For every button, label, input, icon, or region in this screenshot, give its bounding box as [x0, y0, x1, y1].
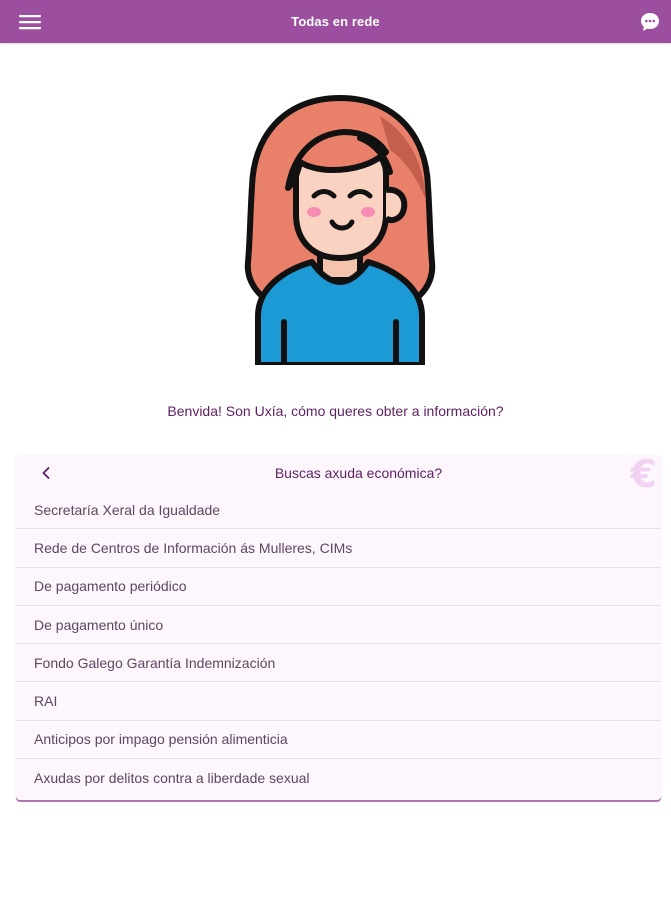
app-title: Todas en rede	[291, 14, 380, 29]
list-item[interactable]: Secretaría Xeral da Igualdade	[16, 491, 661, 529]
greeting-text: Benvida! Son Uxía, cómo queres obter a información?	[167, 403, 504, 419]
list-item[interactable]: Rede de Centros de Información ás Mulleres, CIMs	[16, 529, 661, 567]
uxia-avatar	[240, 90, 440, 365]
chevron-left-icon[interactable]	[36, 463, 56, 483]
list-item[interactable]: Anticipos por impago pensión alimenticia	[16, 721, 661, 759]
help-options-card	[16, 455, 661, 800]
card-title: Buscas axuda económica?	[274, 465, 443, 481]
hamburger-menu-icon[interactable]	[18, 12, 42, 32]
list-item[interactable]: Axudas por delitos contra a liberdade sexual	[34, 770, 310, 787]
euro-icon: €	[630, 455, 657, 496]
list-item[interactable]: De pagamento periódico	[16, 568, 661, 606]
app-bar	[0, 0, 671, 43]
card-header	[16, 455, 661, 496]
chat-bubble-icon[interactable]	[639, 11, 661, 33]
list-item[interactable]: Fondo Galego Garantía Indemnización	[16, 644, 661, 682]
list-item[interactable]: RAI	[16, 682, 661, 720]
list-item[interactable]: De pagamento único	[16, 606, 661, 644]
options-list	[16, 491, 661, 797]
